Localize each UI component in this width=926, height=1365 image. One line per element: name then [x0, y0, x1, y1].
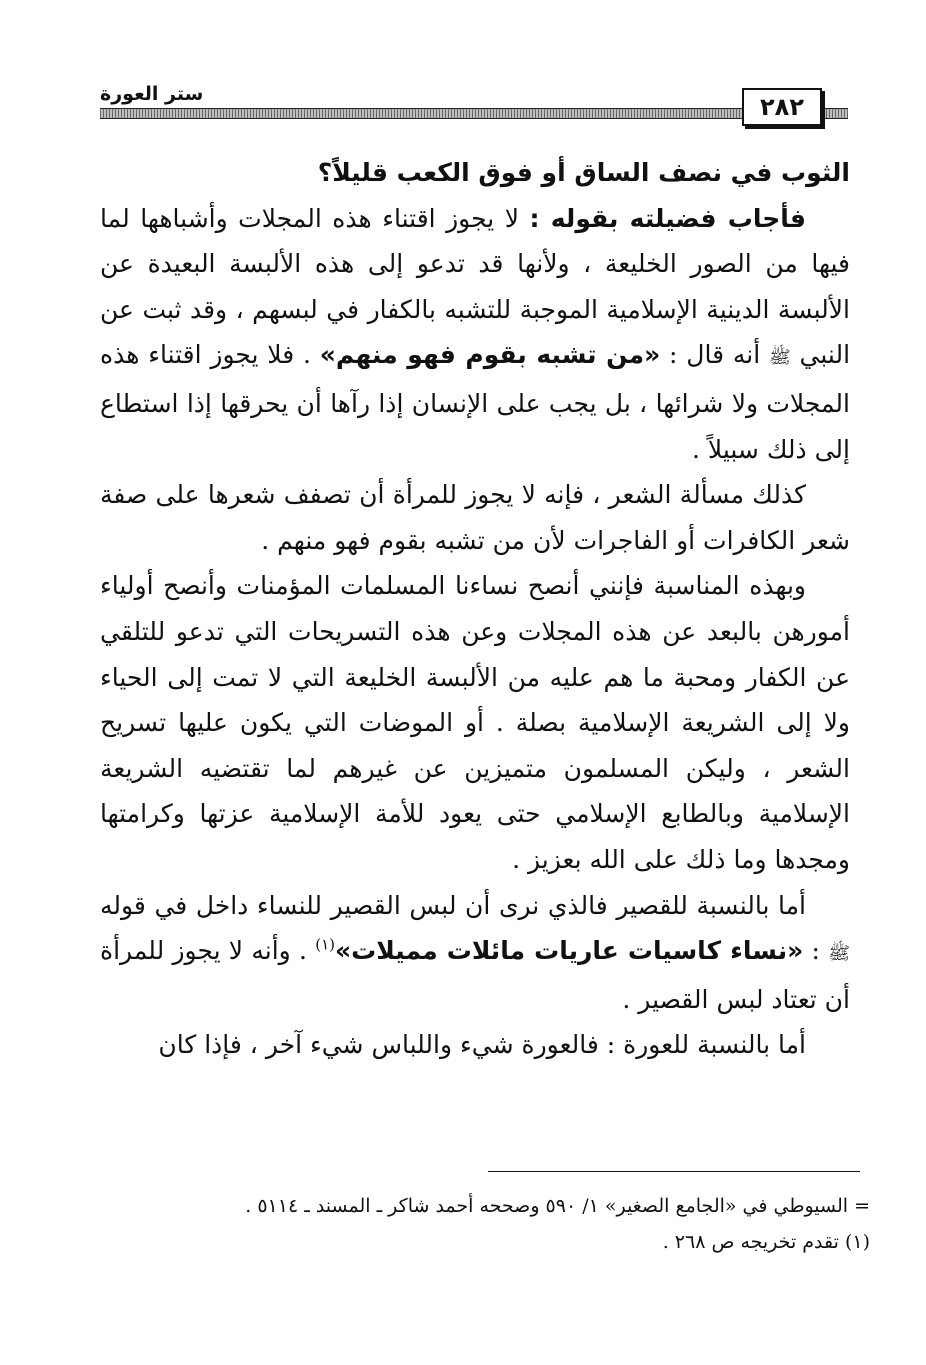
footnote-1: (١) تقدم تخريجه ص ٢٦٨ .	[662, 1231, 870, 1253]
running-title: ستر العورة	[100, 82, 209, 106]
question-tail: الثوب في نصف الساق أو فوق الكعب قليلاً؟	[317, 158, 850, 187]
running-header	[100, 82, 848, 130]
answer-text-1: لا يجوز اقتناء هذه المجلات وأشباهها لما فيها من الصور الخليعة ، ولأنها قد تدعو إلى هذه الألبسة البعيدة عن الألبسة الدينية الإسلامية الموجبة للتشبه بالكفار في لبسهم ، وقد ثبت عن النبي	[100, 203, 851, 370]
short-clothing-paragraph	[100, 883, 850, 1023]
footnote-marker: (١)	[315, 935, 335, 954]
salla-symbol: ﷺ	[828, 943, 850, 965]
answer-text-2: أنه قال :	[660, 340, 769, 370]
footnotes	[200, 1188, 870, 1260]
main-text	[100, 150, 850, 1068]
answer-paragraph	[100, 196, 850, 473]
hair-paragraph: كذلك مسألة الشعر ، فإنه لا يجوز للمرأة أن تصفف شعرها على صفة شعر الكافرات أو الفاجرات لأن من تشبه بقوم فهو منهم .	[100, 480, 850, 555]
short-text-1: أما بالنسبة للقصير فالذي نرى أن لبس القصير للنساء داخل في قوله	[100, 890, 806, 920]
awra-paragraph: أما بالنسبة للعورة : فالعورة شيء واللباس شيء آخر ، فإذا كان	[158, 1030, 806, 1060]
answer-lead: فأجاب فضيلته بقوله :	[529, 203, 806, 233]
page-number: ٢٨٢	[742, 88, 822, 126]
advice-paragraph: وبهذه المناسبة فإنني أنصح نساءنا المسلمات المؤمنات وأنصح أولياء أمورهن بالبعد عن هذه المجلات وعن هذه التسريحات التي تدعو للتلقي عن الكفار ومحبة ما هم عليه من الألبسة الخليعة التي لا تمت إلى الحياء ولا إلى الشريعة الإسلامية بصلة . أو الموضات التي يكون عليها تسريح الشعر ، وليكن المسلمون متميزين عن غيرهم لما تقتضيه الشريعة الإسلامية وبالطابع الإسلامي حتى يعود للأمة الإسلامية عزتها وكرامتها ومجدها وما ذلك على الله بعزيز .	[100, 571, 850, 874]
footnote-separator	[488, 1171, 860, 1172]
hadith-quote: «نساء كاسيات عاريات مائلات مميلات»	[334, 936, 804, 966]
answer-text-3: . فلا يجوز اقتناء هذه المجلات ولا شرائها ، بل يجب على الإنسان إذا رآها أن يحرقها إذا استطاع إلى ذلك سبيلاً .	[100, 340, 850, 464]
short-text-3: . وأنه لا يجوز للمرأة أن تعتاد لبس القصير .	[100, 936, 850, 1014]
salla-symbol: ﷺ	[768, 347, 791, 369]
header-rule	[100, 108, 848, 119]
short-text-2: :	[803, 936, 829, 966]
hadith-quote: «من تشبه بقوم فهو منهم»	[319, 340, 661, 370]
footnote-continuation: = السيوطي في «الجامع الصغير» ١/ ٥٩٠ وصححه أحمد شاكر ـ المسند ـ ٥١١٤ .	[245, 1195, 870, 1217]
